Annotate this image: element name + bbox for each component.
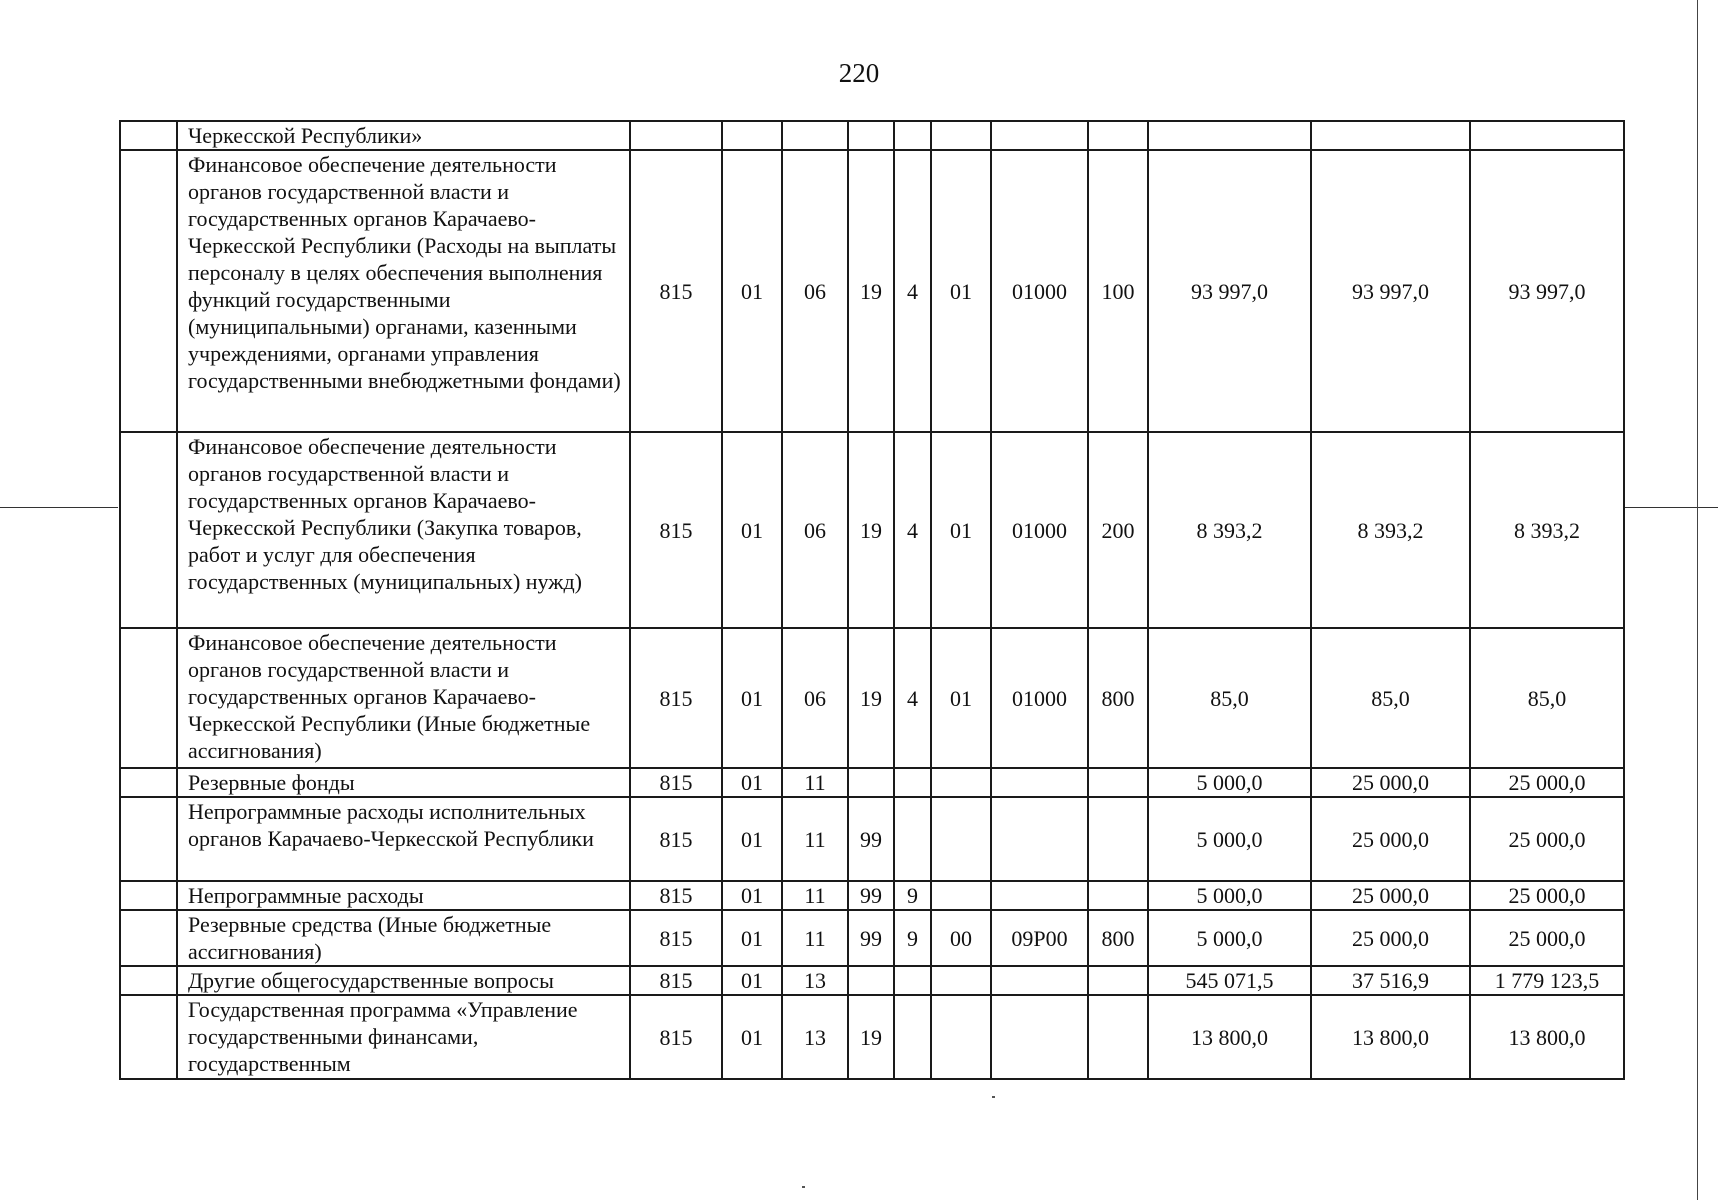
scan-speck [802,1186,805,1188]
row-name: Финансовое обеспечение деятельности органов государственной власти и государственных органов Карачаево-Черкесской Республики (Закупка товаров, работ и услуг для обеспечения государственных (муниципальных) нужд) [177,432,630,628]
ved-cell [630,121,722,150]
table-row [120,121,1624,150]
amount-year3-cell: 25 000,0 [1470,797,1624,881]
amount-year1-cell: 8 393,2 [1148,432,1311,628]
amount-year3-cell: 25 000,0 [1470,881,1624,910]
table-row [120,910,1624,966]
expense-type-cell: 800 [1088,628,1148,768]
row-index-cell [120,966,177,995]
section-cell: 01 [722,995,782,1079]
amount-year2-cell: 25 000,0 [1311,881,1470,910]
expense-type-cell [1088,121,1148,150]
structure-element-cell [931,121,991,150]
amount-year2-cell: 25 000,0 [1311,768,1470,797]
section-cell: 01 [722,966,782,995]
subsection-cell: 06 [782,150,848,432]
fold-line-left [0,507,118,508]
table-row [120,432,1624,628]
direction-cell [991,966,1088,995]
subsection-cell: 11 [782,910,848,966]
page-edge-line [1697,0,1698,1200]
row-name: Другие общегосударственные вопросы [177,966,630,995]
ved-cell: 815 [630,150,722,432]
amount-year3-cell: 93 997,0 [1470,150,1624,432]
subsection-cell: 13 [782,966,848,995]
table-row [120,768,1624,797]
section-cell: 01 [722,768,782,797]
ved-cell: 815 [630,881,722,910]
program-cell: 99 [848,797,894,881]
subsection-cell: 11 [782,881,848,910]
section-cell: 01 [722,150,782,432]
row-name: Черкесской Республики» [177,121,630,150]
amount-year3-cell: 8 393,2 [1470,432,1624,628]
row-name: Резервные средства (Иные бюджетные ассигнования) [177,910,630,966]
program-type-cell: 4 [894,628,931,768]
direction-cell [991,121,1088,150]
amount-year3-cell: 13 800,0 [1470,995,1624,1079]
row-index-cell [120,121,177,150]
structure-element-cell [931,797,991,881]
amount-year1-cell: 545 071,5 [1148,966,1311,995]
subsection-cell [782,121,848,150]
structure-element-cell: 01 [931,150,991,432]
direction-cell: 01000 [991,150,1088,432]
program-cell [848,966,894,995]
program-type-cell: 9 [894,910,931,966]
subsection-cell: 11 [782,797,848,881]
amount-year2-cell: 93 997,0 [1311,150,1470,432]
scan-speck [992,1096,995,1098]
row-index-cell [120,910,177,966]
table-row [120,966,1624,995]
row-name: Государственная программа «Управление государственными финансами, государственным [177,995,630,1079]
program-type-cell [894,797,931,881]
amount-year1-cell: 13 800,0 [1148,995,1311,1079]
amount-year2-cell: 25 000,0 [1311,910,1470,966]
direction-cell [991,881,1088,910]
amount-year3-cell: 85,0 [1470,628,1624,768]
ved-cell: 815 [630,910,722,966]
amount-year2-cell: 8 393,2 [1311,432,1470,628]
subsection-cell: 06 [782,432,848,628]
expense-type-cell: 200 [1088,432,1148,628]
ved-cell: 815 [630,995,722,1079]
subsection-cell: 13 [782,995,848,1079]
section-cell: 01 [722,432,782,628]
program-cell: 19 [848,628,894,768]
section-cell: 01 [722,881,782,910]
direction-cell: 09Р00 [991,910,1088,966]
budget-table [119,120,1625,1080]
program-cell: 99 [848,881,894,910]
direction-cell [991,768,1088,797]
direction-cell: 01000 [991,432,1088,628]
program-type-cell: 4 [894,150,931,432]
structure-element-cell: 00 [931,910,991,966]
amount-year2-cell [1311,121,1470,150]
row-name: Непрограммные расходы [177,881,630,910]
program-type-cell [894,768,931,797]
ved-cell: 815 [630,797,722,881]
subsection-cell: 06 [782,628,848,768]
expense-type-cell: 100 [1088,150,1148,432]
program-type-cell: 9 [894,881,931,910]
program-type-cell: 4 [894,432,931,628]
ved-cell: 815 [630,628,722,768]
fold-line-right [1624,507,1718,508]
table-row [120,797,1624,881]
amount-year3-cell: 25 000,0 [1470,910,1624,966]
program-cell: 19 [848,995,894,1079]
row-index-cell [120,432,177,628]
direction-cell [991,995,1088,1079]
table-row [120,995,1624,1079]
row-name: Финансовое обеспечение деятельности органов государственной власти и государственных органов Карачаево-Черкесской Республики (Расходы на выплаты персоналу в целях обеспечения выполнения функций государственными (муниципальными) органами, казенными учреждениями, органами управления государственными внебюджетными фондами) [177,150,630,432]
table-row [120,881,1624,910]
ved-cell: 815 [630,966,722,995]
row-index-cell [120,768,177,797]
page-number: 220 [838,58,880,88]
structure-element-cell: 01 [931,628,991,768]
row-name: Резервные фонды [177,768,630,797]
row-index-cell [120,881,177,910]
amount-year2-cell: 13 800,0 [1311,995,1470,1079]
expense-type-cell [1088,881,1148,910]
amount-year3-cell: 25 000,0 [1470,768,1624,797]
program-type-cell [894,995,931,1079]
row-name: Непрограммные расходы исполнительных органов Карачаево-Черкесской Республики [177,797,630,881]
expense-type-cell [1088,797,1148,881]
row-index-cell [120,797,177,881]
section-cell: 01 [722,910,782,966]
direction-cell [991,797,1088,881]
row-index-cell [120,150,177,432]
amount-year1-cell [1148,121,1311,150]
ved-cell: 815 [630,432,722,628]
amount-year1-cell: 5 000,0 [1148,881,1311,910]
expense-type-cell [1088,995,1148,1079]
section-cell [722,121,782,150]
program-cell: 19 [848,150,894,432]
program-type-cell [894,121,931,150]
program-cell: 99 [848,910,894,966]
row-name: Финансовое обеспечение деятельности органов государственной власти и государственных органов Карачаево-Черкесской Республики (Иные бюджетные ассигнования) [177,628,630,768]
expense-type-cell [1088,966,1148,995]
program-cell [848,768,894,797]
program-cell [848,121,894,150]
structure-element-cell: 01 [931,432,991,628]
amount-year2-cell: 37 516,9 [1311,966,1470,995]
program-type-cell [894,966,931,995]
program-cell: 19 [848,432,894,628]
row-index-cell [120,628,177,768]
direction-cell: 01000 [991,628,1088,768]
row-index-cell [120,995,177,1079]
amount-year2-cell: 85,0 [1311,628,1470,768]
structure-element-cell [931,768,991,797]
amount-year3-cell: 1 779 123,5 [1470,966,1624,995]
structure-element-cell [931,966,991,995]
structure-element-cell [931,881,991,910]
amount-year1-cell: 93 997,0 [1148,150,1311,432]
amount-year1-cell: 5 000,0 [1148,797,1311,881]
amount-year1-cell: 5 000,0 [1148,910,1311,966]
subsection-cell: 11 [782,768,848,797]
expense-type-cell [1088,768,1148,797]
amount-year1-cell: 85,0 [1148,628,1311,768]
table-row [120,150,1624,432]
ved-cell: 815 [630,768,722,797]
section-cell: 01 [722,628,782,768]
amount-year1-cell: 5 000,0 [1148,768,1311,797]
amount-year2-cell: 25 000,0 [1311,797,1470,881]
table-row [120,628,1624,768]
expense-type-cell: 800 [1088,910,1148,966]
structure-element-cell [931,995,991,1079]
amount-year3-cell [1470,121,1624,150]
section-cell: 01 [722,797,782,881]
